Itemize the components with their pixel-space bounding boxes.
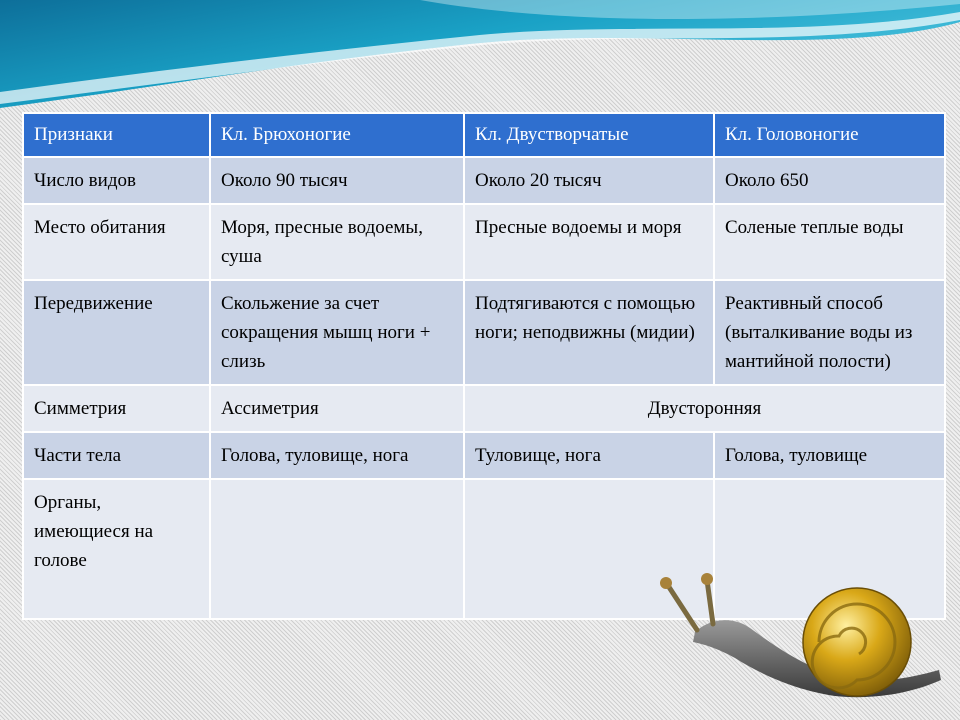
table-cell: Пресные водоемы и моря bbox=[464, 204, 714, 280]
table-row bbox=[23, 157, 945, 204]
table-row bbox=[23, 204, 945, 280]
table-cell-merged: Двусторонняя bbox=[464, 385, 945, 432]
header-cell: Кл. Головоногие bbox=[714, 113, 945, 157]
header-cell: Кл. Брюхоногие bbox=[210, 113, 464, 157]
table-cell: Голова, туловище bbox=[714, 432, 945, 479]
mollusc-comparison-table bbox=[22, 112, 946, 620]
table-cell: Скольжение за счет сокращения мышц ноги + слизь bbox=[210, 280, 464, 385]
row-label: Органы, имеющиеся на голове bbox=[23, 479, 210, 619]
table-cell: Около 650 bbox=[714, 157, 945, 204]
row-label: Симметрия bbox=[23, 385, 210, 432]
table-cell: Около 90 тысяч bbox=[210, 157, 464, 204]
table-cell: Реактивный способ (выталкивание воды из мантийной полости) bbox=[714, 280, 945, 385]
row-label: Передвижение bbox=[23, 280, 210, 385]
table-row bbox=[23, 385, 945, 432]
table-cell: Подтягиваются с помощью ноги; неподвижны (мидии) bbox=[464, 280, 714, 385]
table-cell: Около 20 тысяч bbox=[464, 157, 714, 204]
table-row bbox=[23, 280, 945, 385]
table-cell: Туловище, нога bbox=[464, 432, 714, 479]
table-cell: Ассиметрия bbox=[210, 385, 464, 432]
table-cell: Голова, туловище, нога bbox=[210, 432, 464, 479]
top-wave-banner bbox=[0, 0, 960, 120]
table-cell: Моря, пресные водоемы, суша bbox=[210, 204, 464, 280]
table-cell bbox=[210, 479, 464, 619]
table-row bbox=[23, 432, 945, 479]
header-cell: Признаки bbox=[23, 113, 210, 157]
header-row bbox=[23, 113, 945, 157]
row-label: Место обитания bbox=[23, 204, 210, 280]
table-cell: Соленые теплые воды bbox=[714, 204, 945, 280]
header-cell: Кл. Двустворчатые bbox=[464, 113, 714, 157]
row-label: Число видов bbox=[23, 157, 210, 204]
row-label: Части тела bbox=[23, 432, 210, 479]
snail-illustration bbox=[655, 570, 945, 710]
